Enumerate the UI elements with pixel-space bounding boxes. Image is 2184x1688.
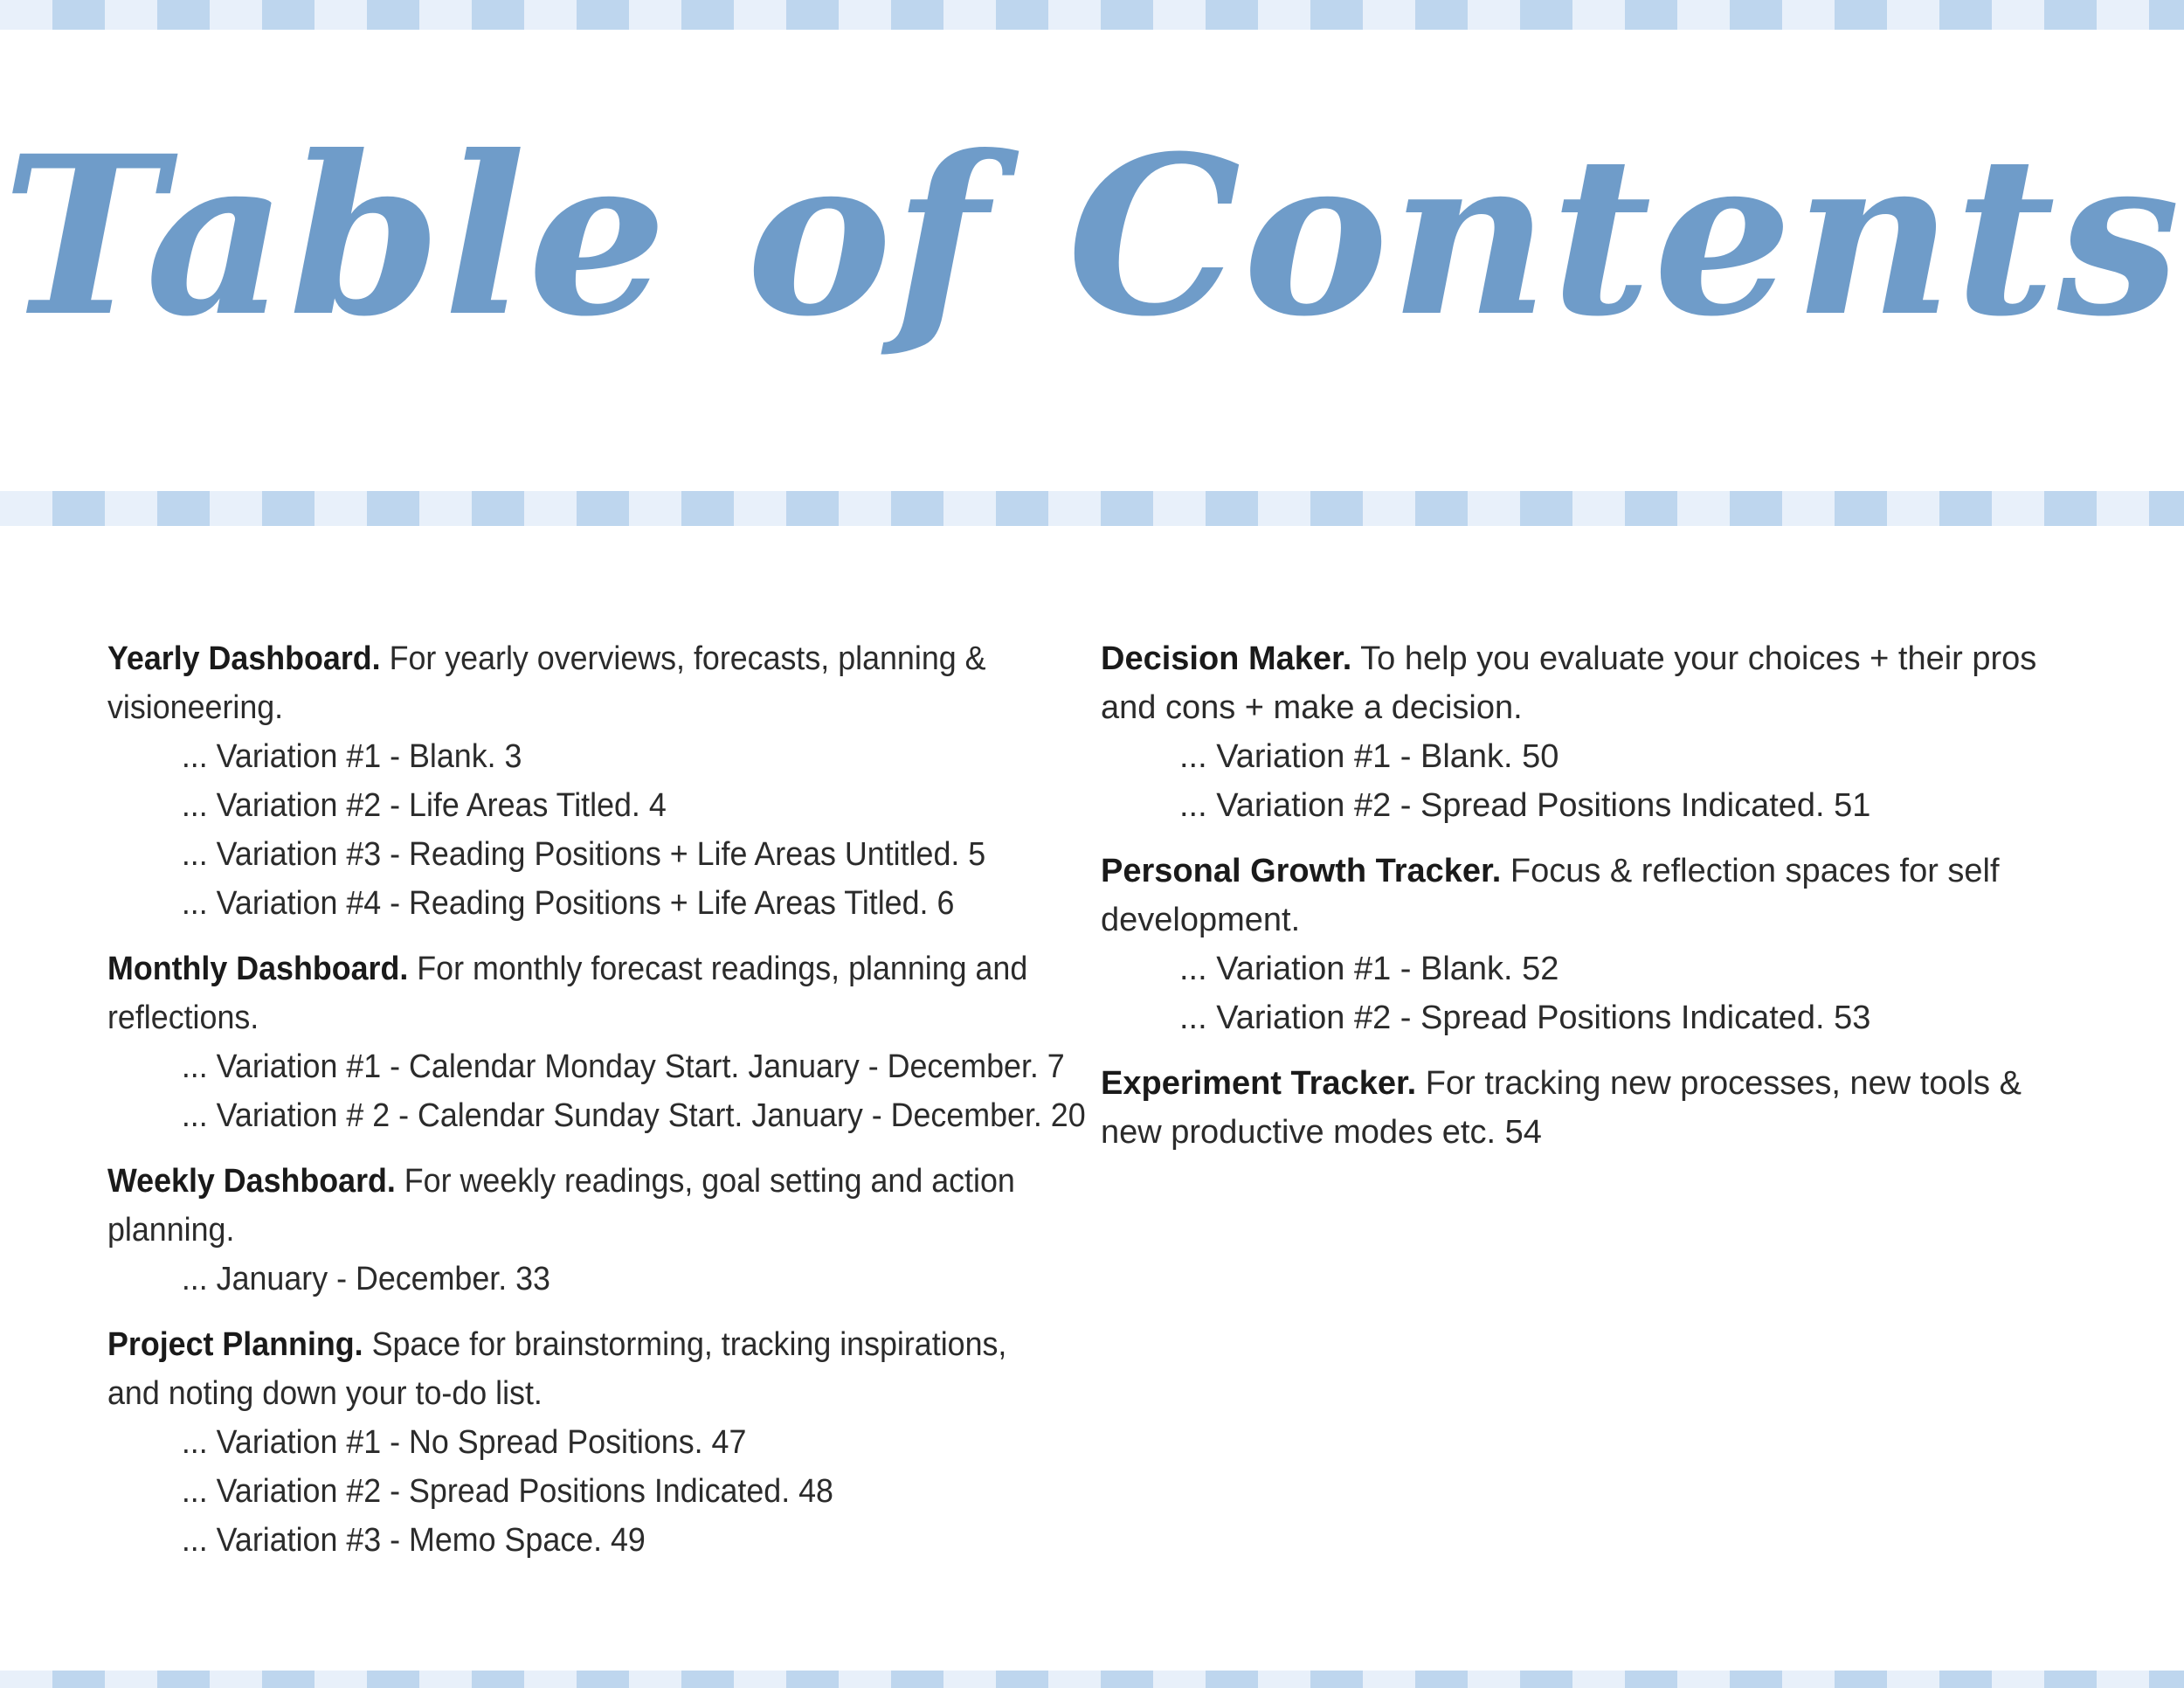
toc-section-heading[interactable] [107, 944, 1030, 1042]
divider-stripe [0, 491, 2184, 526]
section-description: Focus & reflection spaces for self development. [1101, 853, 2000, 938]
section-title: Experiment Tracker. [1101, 1065, 1417, 1102]
toc-section-weekly-dashboard [107, 1157, 1030, 1304]
section-title: Weekly Dashboard. [107, 1163, 396, 1200]
toc-section-heading[interactable] [1101, 634, 2079, 732]
bottom-stripe-border [0, 1671, 2184, 1688]
section-title: Monthly Dashboard. [107, 951, 409, 987]
page-title: Table of Contents [2, 107, 2182, 364]
section-description: For monthly forecast readings, planning and reflections. [107, 951, 1028, 1036]
toc-subitem[interactable]: ... Variation #1 - Blank. 50 [1179, 738, 1559, 775]
section-title: Decision Maker. [1101, 640, 1352, 677]
toc-subitem[interactable]: ... Variation #3 - Memo Space. 49 [181, 1522, 646, 1559]
toc-subitem[interactable]: ... Variation #3 - Reading Positions + Life Areas Untitled. 5 [181, 836, 986, 873]
toc-section-decision-maker [1101, 634, 2079, 830]
toc-subitem[interactable]: ... Variation # 2 - Calendar Sunday Start. January - December. 20 [181, 1097, 1086, 1134]
section-description: For yearly overviews, forecasts, planning & visioneering. [107, 640, 986, 726]
section-title: Project Planning. [107, 1326, 363, 1363]
toc-subitem[interactable]: ... January - December. 33 [181, 1261, 550, 1297]
toc-subitem[interactable]: ... Variation #4 - Reading Positions + Life Areas Titled. 6 [181, 885, 955, 922]
section-description: For weekly readings, goal setting and action planning. [107, 1163, 1015, 1249]
toc-section-personal-growth-tracker [1101, 847, 2079, 1042]
toc-subitem[interactable]: ... Variation #2 - Spread Positions Indicated. 51 [1179, 787, 1871, 824]
toc-section-heading[interactable] [1101, 847, 2079, 944]
toc-section-heading[interactable] [107, 1157, 1030, 1255]
toc-subitem[interactable]: ... Variation #1 - Calendar Monday Start. January - December. 7 [181, 1048, 1065, 1085]
toc-section-heading[interactable] [107, 634, 1030, 732]
toc-subitem[interactable]: ... Variation #1 - Blank. 3 [181, 738, 522, 775]
section-title: Yearly Dashboard. [107, 640, 381, 677]
toc-left-column [107, 634, 1086, 1581]
toc-subitem[interactable]: ... Variation #2 - Spread Positions Indicated. 53 [1179, 1000, 1871, 1036]
toc-subitem[interactable]: ... Variation #2 - Spread Positions Indicated. 48 [181, 1473, 833, 1510]
toc-section-heading[interactable] [1101, 1059, 2079, 1157]
top-stripe-border [0, 0, 2184, 30]
toc-right-column [1101, 634, 2079, 1173]
toc-section-heading[interactable] [107, 1320, 1030, 1418]
toc-section-project-planning [107, 1320, 1030, 1565]
section-description: To help you evaluate your choices + their pros and cons + make a decision. [1101, 640, 2037, 726]
toc-subitem[interactable]: ... Variation #1 - Blank. 52 [1179, 951, 1559, 987]
toc-section-yearly-dashboard [107, 634, 1030, 928]
toc-subitem[interactable]: ... Variation #2 - Life Areas Titled. 4 [181, 787, 667, 824]
toc-section-experiment-tracker [1101, 1059, 2079, 1157]
section-title: Personal Growth Tracker. [1101, 853, 1502, 889]
toc-subitem[interactable]: ... Variation #1 - No Spread Positions. 47 [181, 1424, 747, 1461]
toc-section-monthly-dashboard [107, 944, 1086, 1140]
section-description: Space for brainstorming, tracking inspirations, and noting down your to-do list. [107, 1326, 1007, 1412]
section-description: For tracking new processes, new tools & new productive modes etc. 54 [1101, 1065, 2022, 1151]
